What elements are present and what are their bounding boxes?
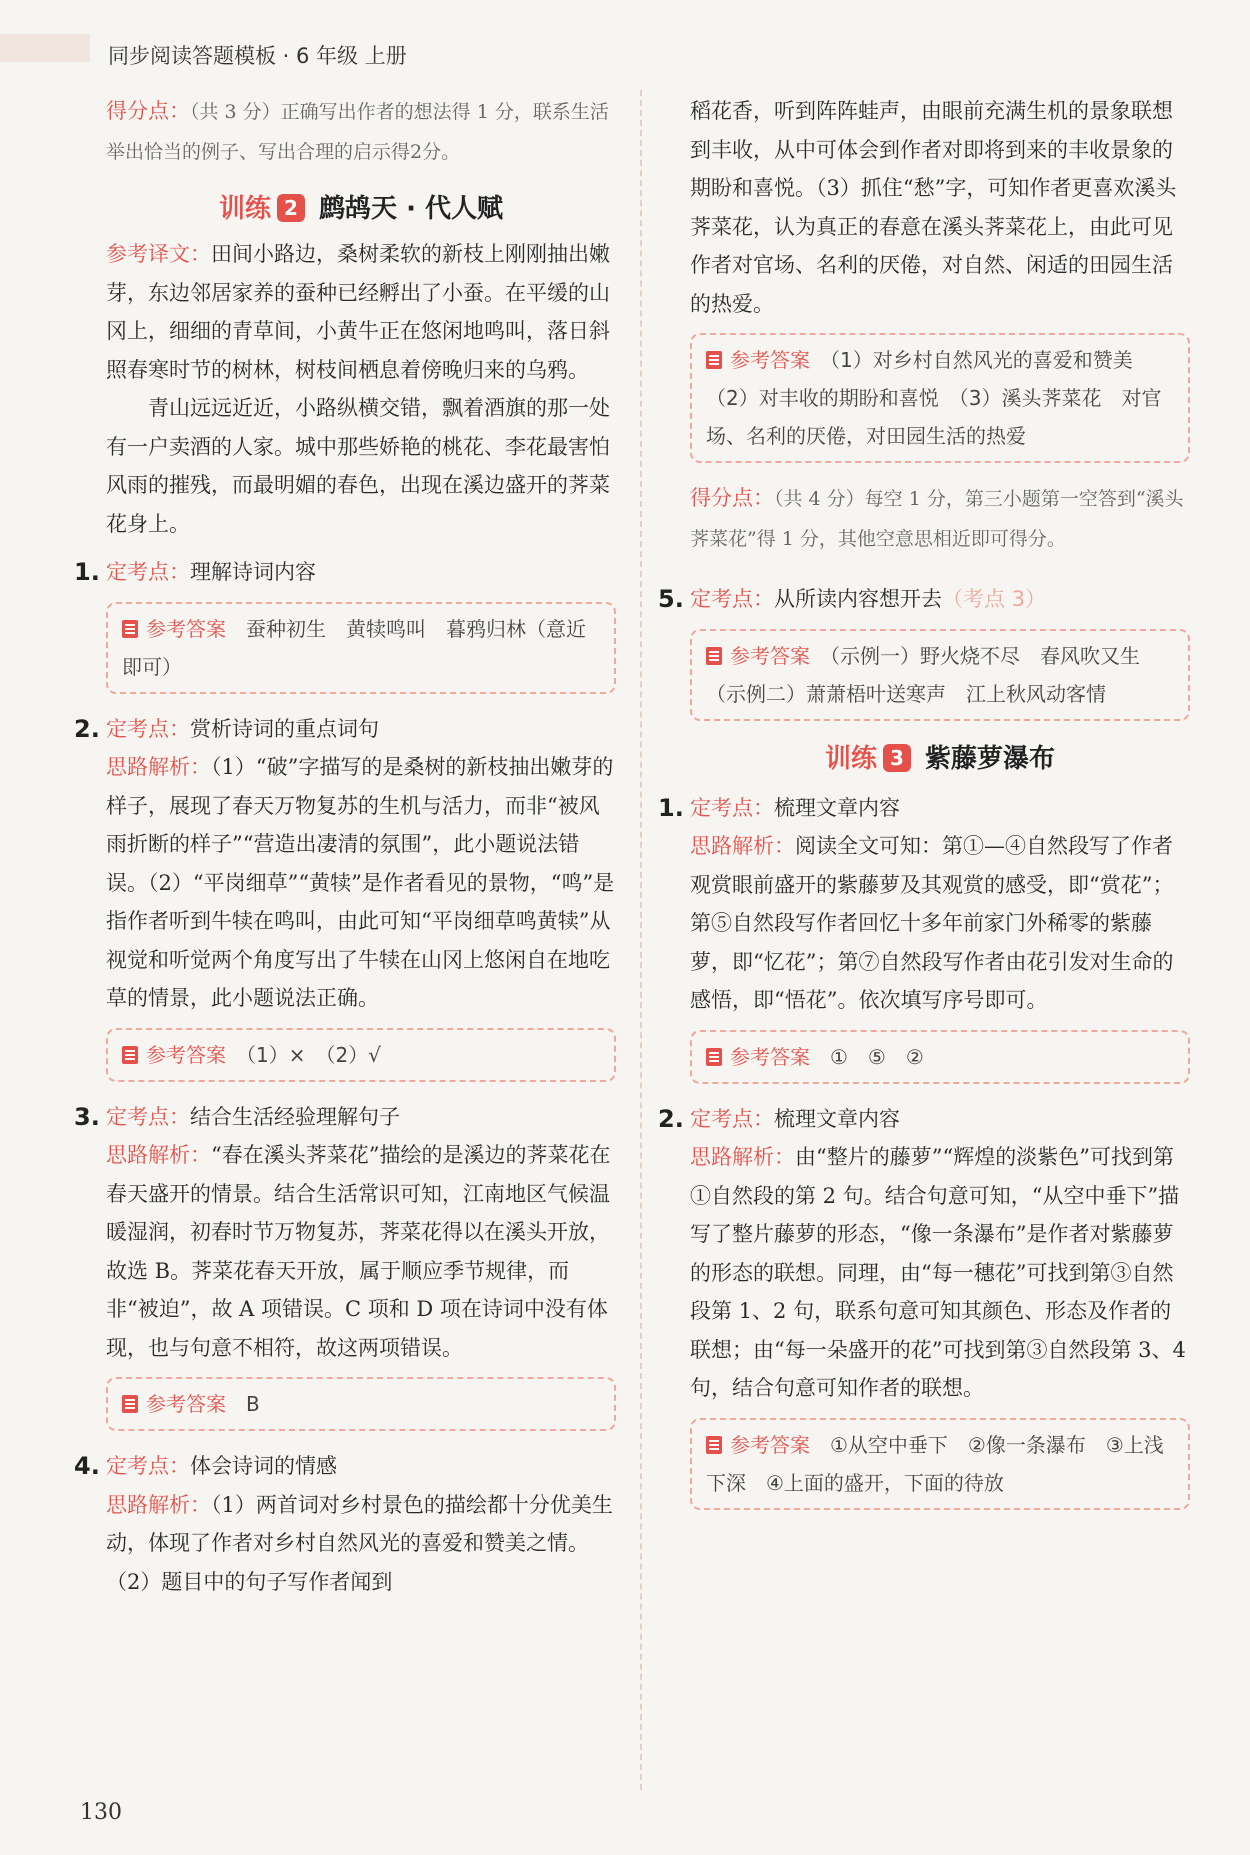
question-4: 4. 定考点：体会诗词的情感 bbox=[74, 1452, 337, 1480]
answer-box-1: 参考答案 蚕种初生 黄犊鸣叫 暮鸦归林（意近即可） bbox=[106, 602, 616, 694]
answer-icon bbox=[706, 351, 722, 369]
s3-question-1: 1. 定考点：梳理文章内容 bbox=[658, 793, 900, 822]
answer-icon bbox=[706, 1048, 722, 1066]
question-1: 1. 定考点：理解诗词内容 bbox=[74, 558, 316, 586]
translation-p1: 参考译文：田间小路边，桑树柔软的新枝上刚刚抽出嫩芽，东边邻居家养的蚕种已经孵出了小蚕。在平缓的山冈上，细细的青草间，小黄牛正在悠闲地鸣叫，落日斜照春寒时节的树林，树枝间栖息着傍晚归来的乌鸦。 bbox=[106, 242, 610, 382]
answer-icon bbox=[122, 1046, 138, 1064]
answer-icon bbox=[122, 620, 138, 638]
answer-box-2: 参考答案 （1）× （2）√ bbox=[106, 1028, 616, 1082]
left-column bbox=[74, 92, 616, 1601]
answer-box-4: 参考答案 （1）对乡村自然风光的喜爱和赞美 （2）对丰收的期盼和喜悦 （3）溪头荠菜花 对官场、名利的厌倦，对田园生活的热爱 bbox=[690, 333, 1190, 463]
question-5: 5. 定考点：从所读内容想开去（考点 3） bbox=[658, 585, 1047, 613]
s3-answer-box-1: 参考答案 ① ⑤ ② bbox=[690, 1030, 1190, 1084]
answer-box-5: 参考答案 （示例一）野火烧不尽 春风吹又生 （示例二）萧萧梧叶送寒声 江上秋风动客情 bbox=[690, 629, 1190, 721]
s3-analysis-2: 思路解析：由“整片的藤萝”“辉煌的淡紫色”可找到第①自然段的第 2 句。结合句意可知，“从空中垂下”描写了整片藤萝的形态，“像一条瀑布”是作者对紫藤萝的形态的联想。同理，由“每一穗花”可找到第③自然段第 1、2 句，联系句意可知其颜色、形态及作者的联想；由“每一朵盛开的花”可找到第③自然段第 3、4 句，结合句意可知作者的联想。 bbox=[690, 1145, 1186, 1400]
question-2: 2. 定考点：赏析诗词的重点词句 bbox=[74, 714, 379, 743]
page-number: 130 bbox=[80, 1800, 122, 1825]
answer-icon bbox=[122, 1395, 138, 1413]
right-column bbox=[658, 92, 1190, 1526]
s3-analysis-1: 思路解析：阅读全文可知：第①—④自然段写了作者观赏眼前盛开的紫藤萝及其观赏的感受，即“赏花”；第⑤自然段写作者回忆十多年前家门外稀零的紫藤萝，即“忆花”；第⑦自然段写作者由花引发对生命的感悟，即“悟花”。依次填写序号即可。 bbox=[690, 834, 1174, 1012]
answer-box-3: 参考答案 B bbox=[106, 1377, 616, 1431]
score-point-top: 得分点：（共 3 分）正确写出作者的想法得 1 分，联系生活举出恰当的例子、写出合理的启示得2分。 bbox=[106, 99, 609, 163]
score-point-4: 得分点：（共 4 分）每空 1 分，第三小题第一空答到“溪头荠菜花”得 1 分，其他空意思相近即可得分。 bbox=[690, 486, 1184, 550]
question-3: 3. 定考点：结合生活经验理解句子 bbox=[74, 1102, 400, 1131]
section-title-3: 训练 3 紫藤萝瀑布 bbox=[824, 743, 1056, 774]
s3-answer-box-2: 参考答案 ①从空中垂下 ②像一条瀑布 ③上浅下深 ④上面的盛开，下面的待放 bbox=[690, 1418, 1190, 1510]
running-header: 同步阅读答题模板 · 6 年级 上册 bbox=[108, 44, 407, 68]
analysis-4-continued: 稻花香，听到阵阵蛙声，由眼前充满生机的景象联想到丰收，从中可体会到作者对即将到来的丰收景象的期盼和喜悦。（3）抓住“愁”字，可知作者更喜欢溪头荠菜花，认为真正的春意在溪头荠菜花上，由此可见作者对官场、名利的厌倦，对自然、闲适的田园生活的热爱。 bbox=[690, 99, 1177, 316]
header-tab bbox=[0, 34, 90, 62]
s3-question-2: 2. 定考点：梳理文章内容 bbox=[658, 1104, 900, 1133]
section-title-2: 训练 2 鹧鸪天 · 代人赋 bbox=[219, 194, 503, 224]
translation-p2: 青山远远近近，小路纵横交错，飘着酒旗的那一处有一户卖酒的人家。城中那些娇艳的桃花、李花最害怕风雨的摧残，而最明媚的春色，出现在溪边盛开的荠菜花身上。 bbox=[106, 396, 610, 536]
analysis-3: 思路解析：“春在溪头荠菜花”描绘的是溪边的荠菜花在春天盛开的情景。结合生活常识可知，江南地区气候温暖湿润，初春时节万物复苏，荠菜花得以在溪头开放，故选 B。荠菜花春天开放，属于顺应季节规律，而非“被迫”，故 A 项错误。C 项和 D 项在诗词中没有体现，也与句意不相符，故这两项错误。 bbox=[106, 1143, 611, 1360]
analysis-4: 思路解析：（1）两首词对乡村景色的描绘都十分优美生动，体现了作者对乡村自然风光的喜爱和赞美之情。（2）题目中的句子写作者闻到 bbox=[106, 1492, 613, 1594]
column-divider bbox=[640, 90, 642, 1790]
answer-icon bbox=[706, 647, 722, 665]
answer-icon bbox=[706, 1436, 722, 1454]
analysis-2: 思路解析：（1）“破”字描写的是桑树的新枝抽出嫩芽的样子，展现了春天万物复苏的生机与活力，而非“被风雨折断的样子”“营造出凄清的氛围”，此小题说法错误。（2）“平岗细草”“黄犊”是作者看见的景物，“鸣”是指作者听到牛犊在鸣叫，由此可知“平岗细草鸣黄犊”从视觉和听觉两个角度写出了牛犊在山冈上悠闲自在地吃草的情景，此小题说法正确。 bbox=[106, 755, 615, 1010]
